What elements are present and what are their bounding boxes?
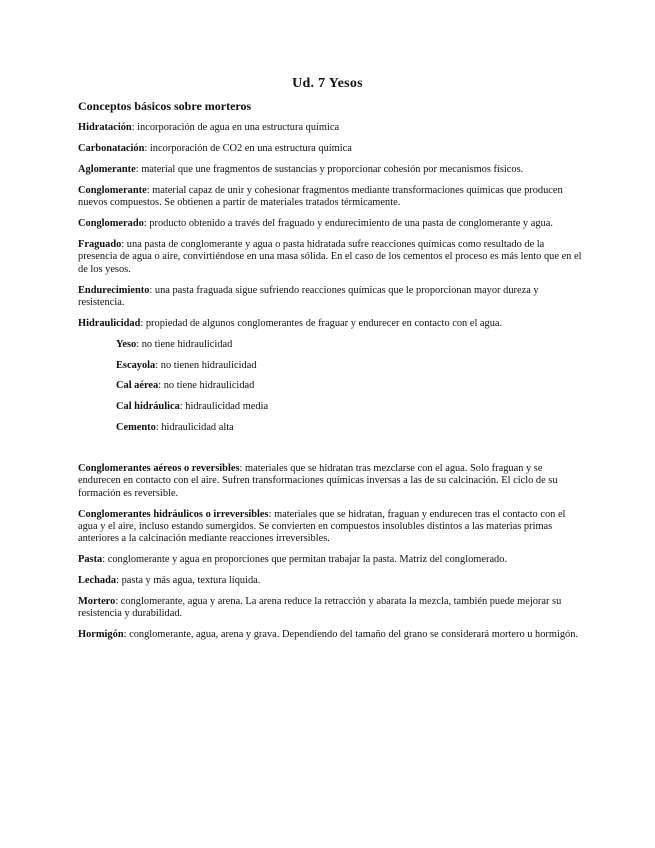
page-title: Ud. 7 Yesos xyxy=(292,76,363,91)
definition-mortero xyxy=(78,596,584,621)
list-item xyxy=(116,380,584,392)
definition-pasta xyxy=(78,554,584,566)
definition-text: : producto obtenido a través del fraguado y endurecimiento de una pasta de conglomerante y agua. xyxy=(143,218,553,230)
definition-text: : una pasta fraguada sigue sufriendo reacciones químicas que le proporcionan mayor dureza y resistencia. xyxy=(78,284,539,308)
definition-text: : propiedad de algunos conglomerantes de fraguar y endurecer en contacto con el agua. xyxy=(140,317,503,329)
list-item-term: Yeso xyxy=(116,338,137,350)
definition-term: Hidratación xyxy=(78,122,132,134)
definition-text: : pasta y más agua, textura líquida. xyxy=(116,574,261,586)
list-item-text: : no tiene hidraulicidad xyxy=(158,380,255,392)
definition-text: : conglomerante, agua y arena. La arena reduce la retracción y abarata la mezcla, también puede mejorar su resistencia y durabilidad. xyxy=(78,595,562,620)
definition-term: Conglomerantes hidráulicos o irreversibles xyxy=(78,508,269,520)
list-item xyxy=(116,360,584,372)
definition-term: Pasta xyxy=(78,554,103,566)
definition-fraguado xyxy=(78,239,584,276)
definition-aglomerante xyxy=(78,164,584,176)
list-item-text: : hidraulicidad alta xyxy=(155,422,234,434)
list-item xyxy=(116,339,584,351)
definition-term: Lechada xyxy=(78,574,117,586)
definition-conglomerado xyxy=(78,218,584,230)
definition-hormigon xyxy=(78,629,584,641)
definition-term: Conglomerante xyxy=(78,184,147,196)
definition-term: Fraguado xyxy=(78,239,122,251)
definition-text: : materiales que se hidratan, fraguan y endurecen tras el contacto con el agua y el aire, incluso estando sumergidos. Se convierten en compuestos insolubles distintos a las materias primas anteriores a la calcinación mediante reacciones irreversibles. xyxy=(78,508,566,545)
definition-conglomerantes-aereos xyxy=(78,463,584,500)
definition-term: Hormigón xyxy=(78,629,124,640)
list-item-term: Cal hidráulica xyxy=(116,401,180,413)
list-item xyxy=(116,401,584,413)
definition-term: Carbonatación xyxy=(78,143,145,155)
definition-text: : conglomerante y agua en proporciones que permitan trabajar la pasta. Matriz del conglomerado. xyxy=(102,554,508,566)
definition-term: Conglomerado xyxy=(78,218,144,230)
definition-term: Hidraulicidad xyxy=(78,317,141,329)
list-item-term: Escayola xyxy=(116,359,156,371)
section-spacer xyxy=(78,443,584,463)
definition-text: : una pasta de conglomerante y agua o pasta hidratada sufre reacciones químicas como resultado de la presencia de agua o aire, convirtiéndose en una masa sólida. En el caso de los cementos el proceso es más lento que en el de los yesos. xyxy=(78,239,582,275)
definition-text: : material que une fragmentos de sustancias y proporcionar cohesión por mecanismos físicos. xyxy=(135,164,524,176)
definition-conglomerantes-hidraulicos xyxy=(78,509,584,546)
list-item-term: Cal aérea xyxy=(116,380,159,392)
list-item-text: : no tiene hidraulicidad xyxy=(136,338,233,350)
list-item xyxy=(116,422,584,434)
definition-text: : material capaz de unir y cohesionar fragmentos mediante transformaciones químicas que producen nuevos compuestos. Se obtienen a partir de materiales tratados térmicamente. xyxy=(78,184,563,209)
definition-term: Aglomerante xyxy=(78,164,136,176)
definition-term: Conglomerantes aéreos o reversibles xyxy=(78,463,240,475)
definition-endurecimiento xyxy=(78,285,584,310)
definition-lechada xyxy=(78,575,584,587)
definition-text: : materiales que se hidratan tras mezclarse con el agua. Solo fraguan y se endurecen en contacto con el aire. Sufren transformaciones químicas inversas a las de su calcinación. El ciclo de su formación es reversible. xyxy=(78,463,558,499)
document-body xyxy=(78,100,584,650)
definition-text: : incorporación de agua en una estructura química xyxy=(131,122,340,134)
definition-term: Endurecimiento xyxy=(78,284,150,296)
list-item-text: : no tienen hidraulicidad xyxy=(155,359,257,371)
list-item-text: : hidraulicidad media xyxy=(179,401,269,413)
definition-hidratacion xyxy=(78,122,584,134)
definition-hidraulicidad xyxy=(78,318,584,330)
definition-text: : incorporación de CO2 en una estructura química xyxy=(144,143,352,155)
hydraulicity-list xyxy=(116,339,584,435)
section-heading: Conceptos básicos sobre morteros xyxy=(78,99,252,113)
definition-conglomerante xyxy=(78,185,584,210)
definition-carbonatacion xyxy=(78,143,584,155)
definition-term: Mortero xyxy=(78,595,116,607)
definition-text: : conglomerante, agua, arena y grava. Dependiendo del tamaño del grano se considerará mortero u hormigón. xyxy=(123,629,579,640)
list-item-term: Cemento xyxy=(116,422,156,434)
